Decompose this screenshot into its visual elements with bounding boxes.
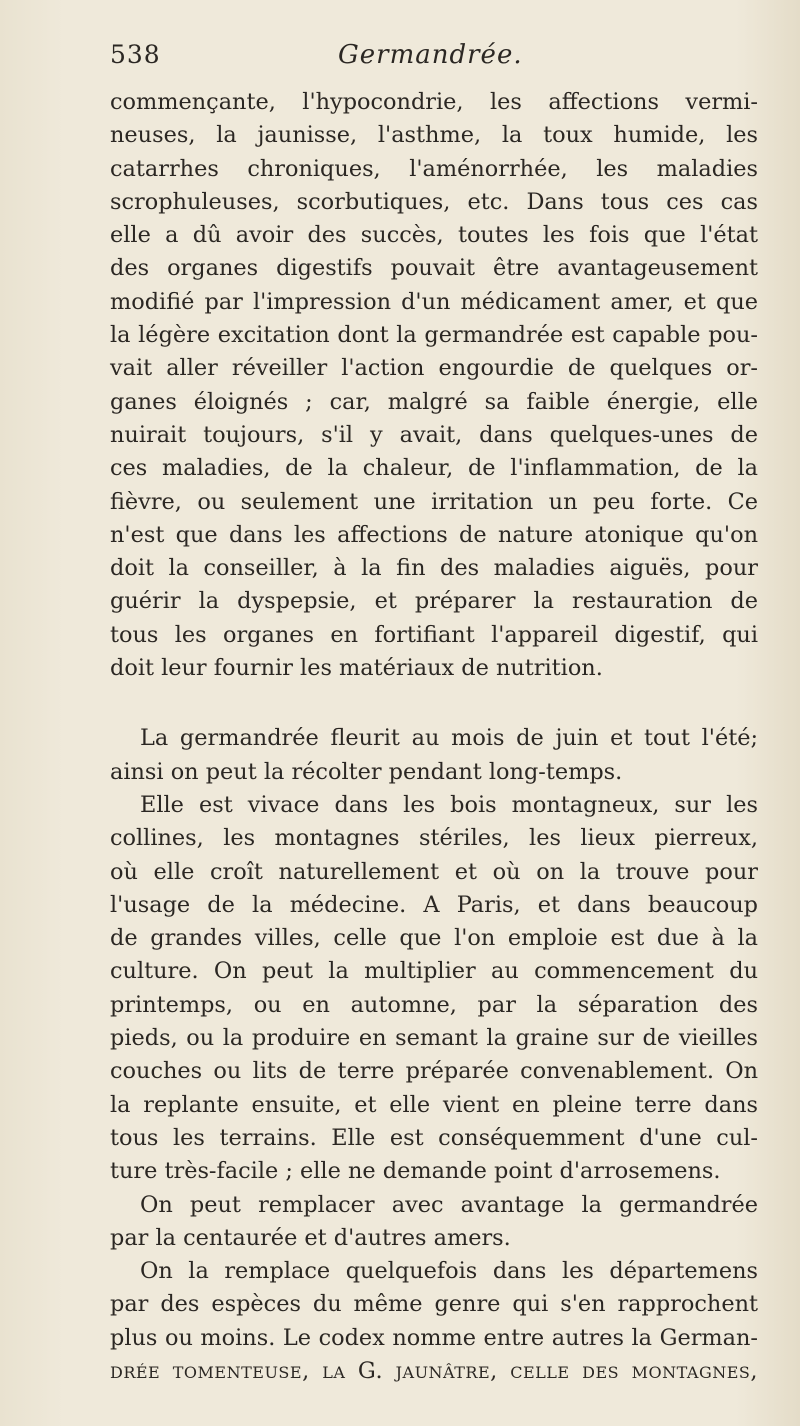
text-line: elle a dû avoir des succès, toutes les fois que l'état xyxy=(110,222,758,249)
text-line: scrophuleuses, scorbutiques, etc. Dans tous ces cas xyxy=(110,188,758,215)
page-header xyxy=(110,40,690,80)
text-line: tous les terrains. Elle est conséquemment d'une cul- xyxy=(110,1124,758,1151)
text-line: où elle croît naturellement et où on la trouve pour xyxy=(110,858,758,885)
text-line: collines, les montagnes stériles, les lieux pierreux, xyxy=(110,825,758,852)
text-line: commençante, l'hypocondrie, les affections vermi- xyxy=(110,89,758,115)
text-line: ces maladies, de la chaleur, de l'inflammation, de la xyxy=(110,455,758,482)
text-line: nuirait toujours, s'il y avait, dans quelques-unes de xyxy=(110,421,758,448)
text-line: guérir la dyspepsie, et préparer la restauration de xyxy=(110,588,758,615)
text-line: tous les organes en fortifiant l'appareil digestif, qui xyxy=(110,621,758,648)
paragraph-therapeutic-uses xyxy=(110,86,758,685)
paragraph-habitat-culture xyxy=(110,789,758,1189)
paragraph-flowering xyxy=(110,722,758,789)
text-line: doit leur fournir les matériaux de nutrition. xyxy=(110,655,603,682)
text-line: Elle est vivace dans les bois montagneux, sur les xyxy=(140,791,758,818)
text-line: neuses, la jaunisse, l'asthme, la toux humide, les xyxy=(110,122,758,149)
text-line: doit la conseiller, à la fin des maladies aiguës, pour xyxy=(110,555,758,582)
text-line: n'est que dans les affections de nature atonique qu'on xyxy=(110,521,758,548)
text-line: catarrhes chroniques, l'aménorrhée, les maladies xyxy=(110,155,758,182)
text-line: des organes digestifs pouvait être avantageusement xyxy=(110,255,758,282)
text-line: la replante ensuite, et elle vient en pleine terre dans xyxy=(110,1091,758,1118)
text-line: ainsi on peut la récolter pendant long-temps. xyxy=(110,758,623,785)
text-line: fièvre, ou seulement une irritation un peu forte. Ce xyxy=(110,488,758,515)
text-line: culture. On peut la multiplier au commencement du xyxy=(110,958,758,985)
text-line: vait aller réveiller l'action engourdie de quelques or- xyxy=(110,355,758,382)
text-line: modifié par l'impression d'un médicament amer, et que xyxy=(110,288,758,315)
text-line: On peut remplacer avec avantage la germandrée xyxy=(140,1191,758,1218)
running-title: Germandrée. xyxy=(338,40,523,70)
text-line: La germandrée fleurit au mois de juin et tout l'été; xyxy=(140,725,758,752)
text-line: ture très-facile ; elle ne demande point d'arrosemens. xyxy=(110,1158,721,1185)
paragraph-gap xyxy=(110,685,758,722)
text-line: de grandes villes, celle que l'on emploie est due à la xyxy=(110,925,758,952)
text-line: couches ou lits de terre préparée convenablement. On xyxy=(110,1058,758,1085)
text-line: pieds, ou la produire en semant la graine sur de vieilles xyxy=(110,1025,758,1052)
page-number: 538 xyxy=(110,40,161,69)
text-line: par des espèces du même genre qui s'en rapprochent xyxy=(110,1291,758,1318)
text-line: ganes éloignés ; car, malgré sa faible énergie, elle xyxy=(110,388,758,415)
text-line: printemps, ou en automne, par la séparation des xyxy=(110,991,758,1018)
body-text xyxy=(110,86,758,1388)
text-line: la légère excitation dont la germandrée est capable pou- xyxy=(110,322,758,349)
text-line: drée tomenteuse, la G. jaunâtre, celle des montagnes, xyxy=(110,1357,758,1384)
text-line: plus ou moins. Le codex nomme entre autres la German- xyxy=(110,1324,758,1351)
paragraph-related-species xyxy=(110,1255,758,1388)
text-line: par la centaurée et d'autres amers. xyxy=(110,1224,511,1251)
text-line: On la remplace quelquefois dans les départemens xyxy=(140,1258,758,1285)
text-line: l'usage de la médecine. A Paris, et dans beaucoup xyxy=(110,891,758,918)
paragraph-substitutes xyxy=(110,1189,758,1256)
